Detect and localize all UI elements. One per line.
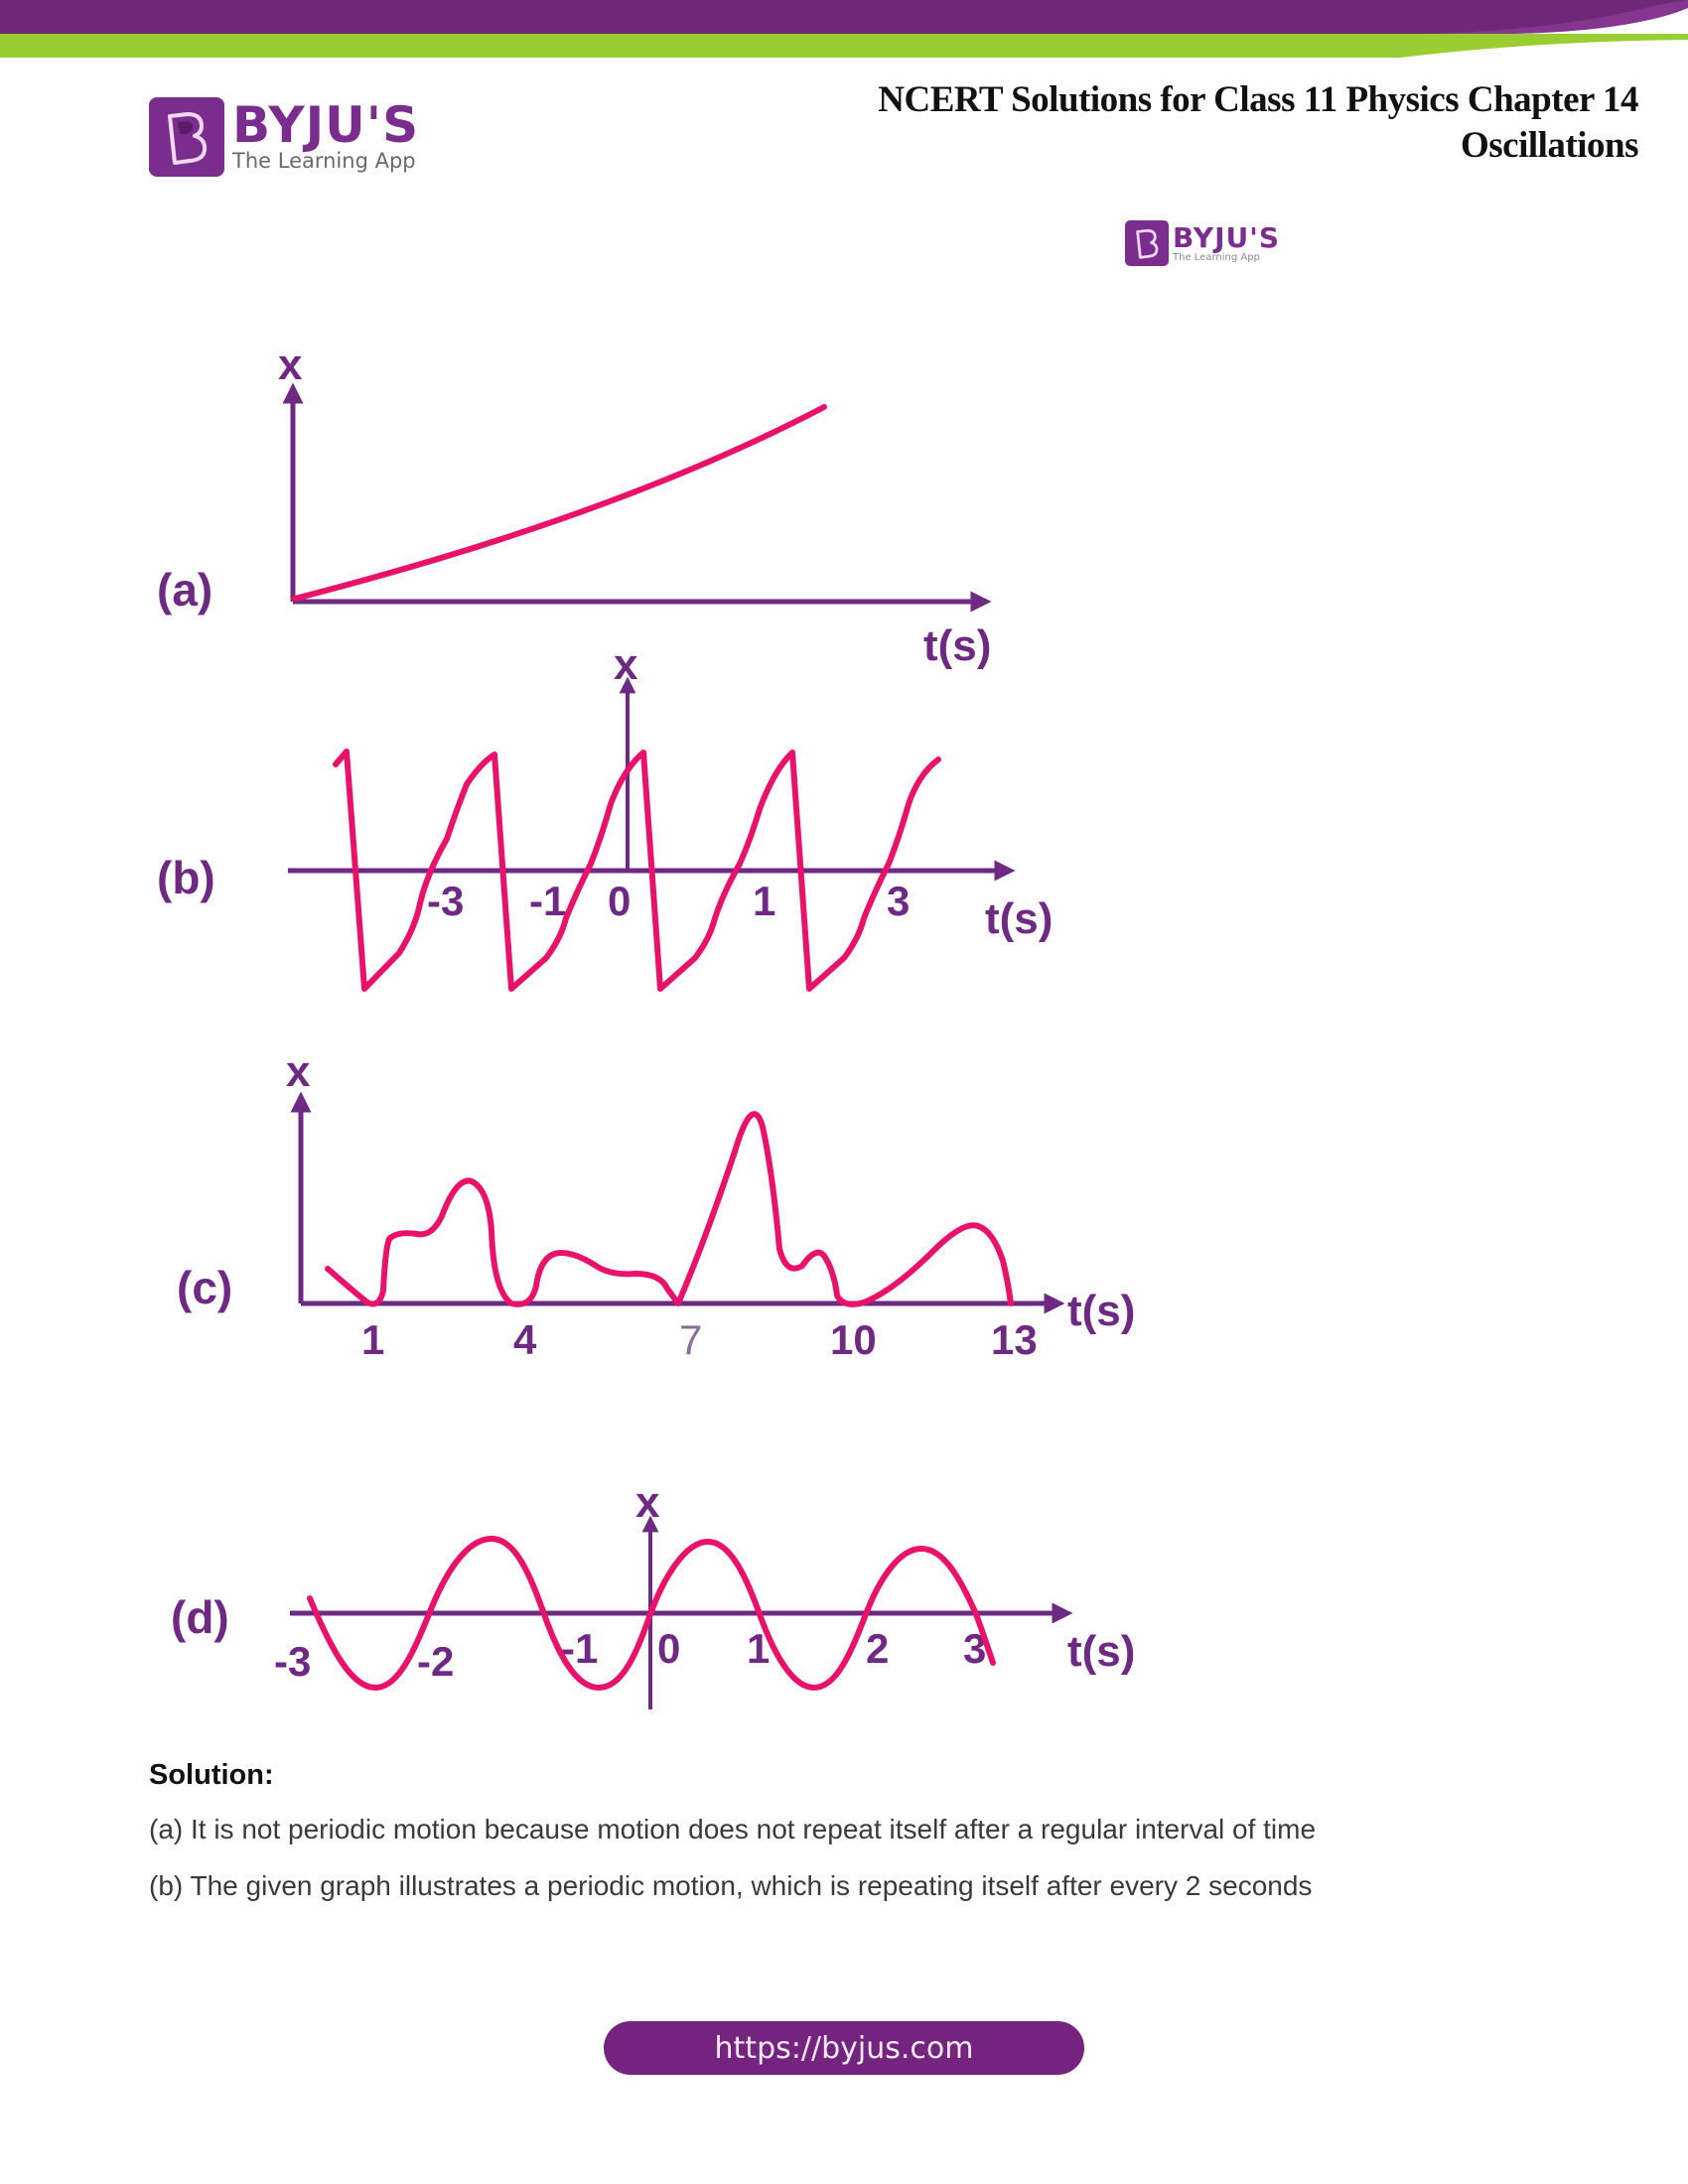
- graph-b-label: (b): [157, 852, 215, 903]
- graph-b-tick: 1: [753, 878, 776, 924]
- graph-b-y-label: x: [614, 640, 638, 689]
- solution-line-a: (a) It is not periodic motion because motion does not repeat itself after a regular interval of time: [149, 1814, 1317, 1844]
- graph-d-x-label: t(s): [1067, 1627, 1136, 1676]
- footer-website-link[interactable]: https://byjus.com: [604, 2021, 1084, 2075]
- graph-d-tick: 0: [657, 1625, 681, 1672]
- document-title-line2: Oscillations: [1460, 125, 1638, 166]
- solution-section: [149, 1759, 1579, 1927]
- graph-a-curve: [295, 407, 824, 599]
- graph-c-label: (c): [177, 1262, 233, 1313]
- graph-a-y-label: x: [278, 341, 303, 389]
- graph-d-tick: 3: [963, 1625, 987, 1672]
- graph-d: [171, 1478, 1135, 1709]
- top-banner: [0, 0, 1688, 62]
- graph-c-tick: 7: [679, 1316, 703, 1363]
- graph-b-tick: 0: [608, 878, 632, 924]
- graph-d-y-label: x: [635, 1478, 660, 1527]
- graph-c-tick: 1: [361, 1316, 385, 1363]
- graph-b-tick: 3: [887, 878, 911, 924]
- figure-watermark-logo: [1125, 220, 1280, 266]
- graph-c-tick: 13: [991, 1316, 1038, 1363]
- graph-b-x-label: t(s): [985, 894, 1054, 943]
- figure-logo-mark-icon: [1125, 220, 1169, 266]
- graph-d-tick: -2: [417, 1638, 455, 1685]
- document-title: [878, 77, 1638, 169]
- graph-b-tick: -1: [529, 878, 567, 924]
- logo-brand-text: BYJU'S: [232, 96, 420, 155]
- graph-b-curve: [336, 751, 938, 989]
- document-title-line1: NCERT Solutions for Class 11 Physics Chapter 14: [878, 79, 1638, 120]
- graph-d-tick: -1: [561, 1625, 599, 1672]
- graph-b: [157, 640, 1053, 989]
- graph-b-tick: -3: [427, 878, 465, 924]
- graph-c-x-label: t(s): [1067, 1287, 1136, 1335]
- banner-green-stripe: [0, 34, 1688, 58]
- graph-d-label: (d): [171, 1591, 229, 1643]
- graph-a-x-label: t(s): [923, 621, 992, 670]
- graph-d-tick: 2: [866, 1625, 890, 1672]
- logo-tagline: The Learning App: [232, 149, 416, 174]
- byjus-logo[interactable]: [149, 97, 419, 177]
- solution-heading: Solution:: [149, 1759, 274, 1791]
- banner-purple-stripe: [0, 0, 1688, 34]
- graph-d-curve: [310, 1539, 993, 1688]
- figure-logo-brand: BYJU'S: [1173, 220, 1280, 254]
- graph-c-curve: [328, 1114, 1011, 1304]
- graph-a: [157, 341, 991, 670]
- graph-a-label: (a): [157, 564, 213, 615]
- figure-logo-tagline: The Learning App: [1173, 251, 1260, 263]
- graph-d-tick: -3: [274, 1638, 312, 1685]
- byjus-logo-mark-icon: [149, 97, 224, 177]
- graph-d-tick: 1: [747, 1625, 771, 1672]
- graph-c: [177, 1047, 1135, 1363]
- graph-c-tick: 4: [513, 1316, 537, 1363]
- solution-line-b: (b) The given graph illustrates a periodic motion, which is repeating itself after every 2 seconds: [149, 1870, 1313, 1901]
- graph-c-y-label: x: [286, 1047, 311, 1096]
- graph-c-tick: 10: [830, 1316, 877, 1363]
